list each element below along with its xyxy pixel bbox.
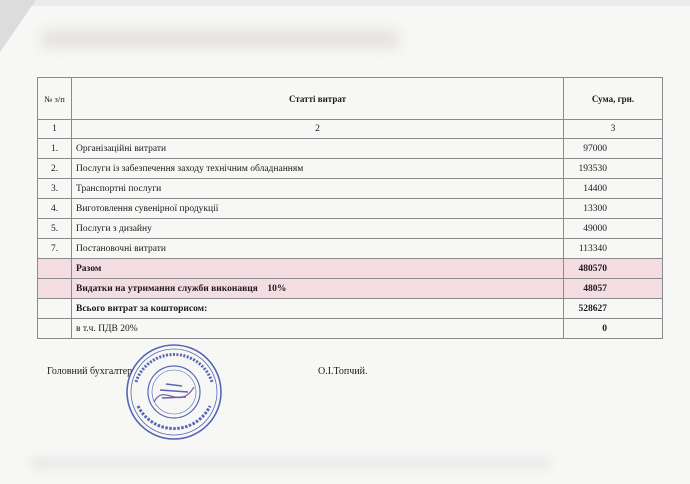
row-num: 1. (38, 139, 72, 159)
folded-corner (0, 0, 36, 52)
row-article: Постановочні витрати (72, 239, 564, 259)
executor-costs-sum: 48057 (564, 279, 663, 299)
table-row (38, 199, 663, 219)
vat-sum: 0 (564, 319, 663, 339)
row-sum: 113340 (564, 239, 663, 259)
cost-estimate-table (37, 77, 663, 339)
grand-total-row (38, 299, 663, 319)
row-article: Послуги із забезпечення заходу технічним обладнанням (72, 159, 564, 179)
row-num: 2. (38, 159, 72, 179)
header-article: Статті витрат (72, 78, 564, 120)
row-sum: 14400 (564, 179, 663, 199)
redacted-footer (30, 458, 550, 468)
header-sum: Сума, грн. (564, 78, 663, 120)
total-row (38, 259, 663, 279)
table-row (38, 139, 663, 159)
signature-name: О.І.Топчий. (318, 366, 368, 377)
table-row (38, 239, 663, 259)
table-row (38, 159, 663, 179)
header-num: № з/п (38, 78, 72, 120)
table-header-row (38, 78, 663, 120)
row-sum: 49000 (564, 219, 663, 239)
index-cell: 1 (38, 120, 72, 139)
executor-costs-row (38, 279, 663, 299)
total-num (38, 259, 72, 279)
round-seal-stamp (124, 342, 224, 442)
row-sum: 97000 (564, 139, 663, 159)
row-num: 4. (38, 199, 72, 219)
grand-total-sum: 528627 (564, 299, 663, 319)
row-num: 3. (38, 179, 72, 199)
row-num: 5. (38, 219, 72, 239)
index-row (38, 120, 663, 139)
index-cell: 3 (564, 120, 663, 139)
signature-role: Головний бухгалтер (47, 366, 133, 377)
total-label: Разом (72, 259, 564, 279)
row-article: Послуги з дизайну (72, 219, 564, 239)
vat-row (38, 319, 663, 339)
table-row (38, 219, 663, 239)
index-cell: 2 (72, 120, 564, 139)
row-article: Виготовлення сувенірної продукції (72, 199, 564, 219)
executor-costs-num (38, 279, 72, 299)
grand-total-num (38, 299, 72, 319)
executor-costs-label: Видатки на утримання служби виконавця 10% (72, 279, 564, 299)
grand-total-label: Всього витрат за кошторисом: (72, 299, 564, 319)
table-row (38, 179, 663, 199)
row-article: Транспортні послуги (72, 179, 564, 199)
vat-num (38, 319, 72, 339)
vat-label: в т.ч. ПДВ 20% (72, 319, 564, 339)
row-article: Організаційні витрати (72, 139, 564, 159)
row-sum: 13300 (564, 199, 663, 219)
row-num: 7. (38, 239, 72, 259)
page-top-edge (0, 0, 690, 6)
redacted-header (40, 30, 400, 48)
row-sum: 193530 (564, 159, 663, 179)
total-sum: 480570 (564, 259, 663, 279)
